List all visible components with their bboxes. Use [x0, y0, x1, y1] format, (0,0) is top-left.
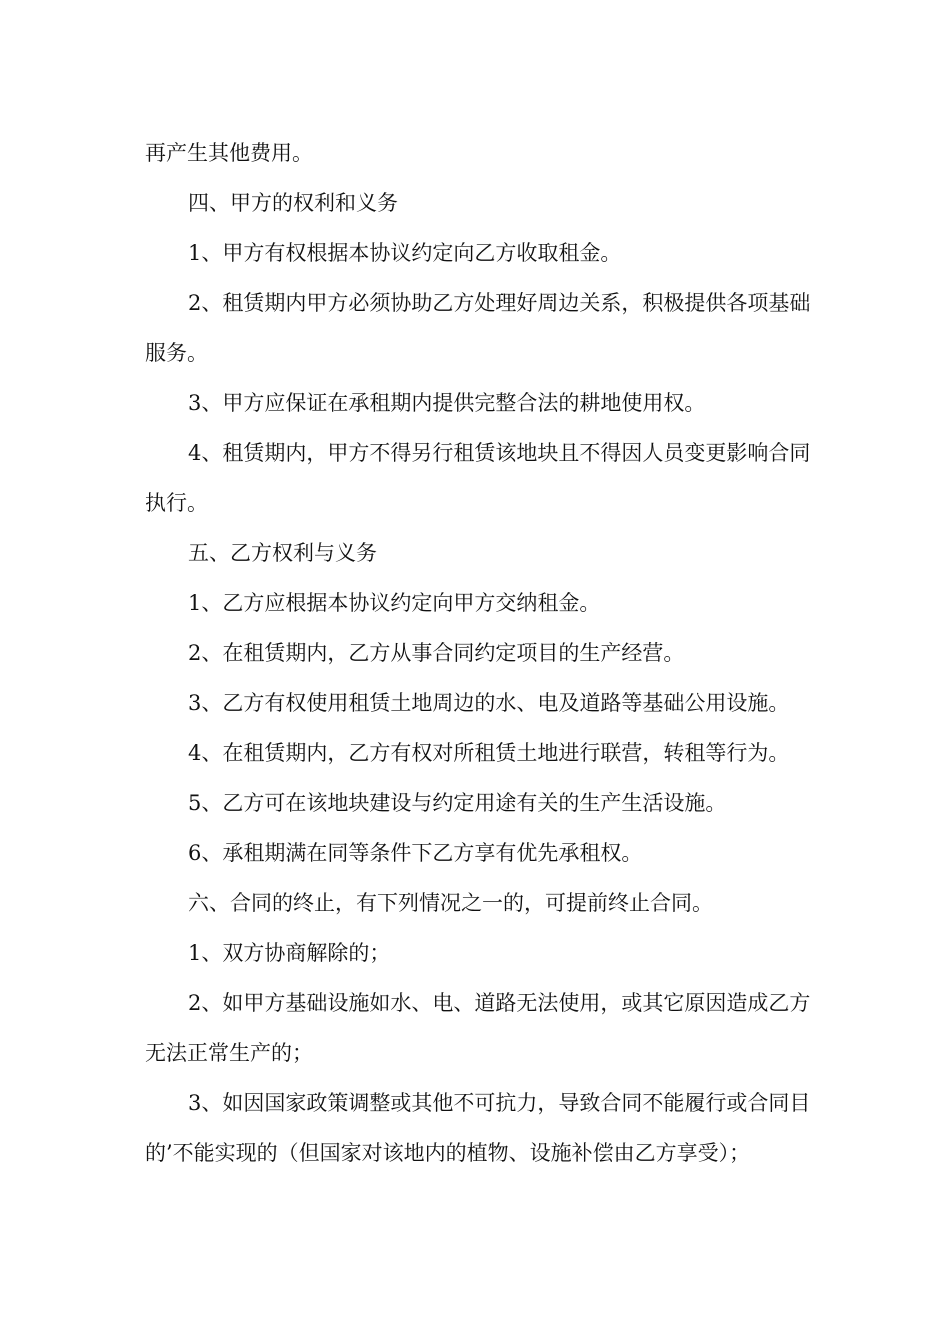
- document-body: [145, 128, 817, 1178]
- clause-b-2: 2、在租赁期内，乙方从事合同约定项目的生产经营。: [188, 641, 685, 665]
- clause-a-2: 2、租赁期内甲方必须协助乙方处理好周边关系，积极提供各项基础服务。: [145, 291, 811, 365]
- clause-a-1: 1、甲方有权根据本协议约定向乙方收取租金。: [188, 241, 622, 265]
- section-heading-party-b-rights: 五、乙方权利与义务: [188, 541, 377, 565]
- clause-a-3: 3、甲方应保证在承租期内提供完整合法的耕地使用权。: [188, 391, 706, 415]
- clause-a-4: 4、租赁期内，甲方不得另行租赁该地块且不得因人员变更影响合同执行。: [145, 441, 811, 515]
- clause-t-3: 3、如因国家政策调整或其他不可抗力，导致合同不能履行或合同目的’不能实现的（但国家对该地内的植物、设施补偿由乙方享受）；: [145, 1091, 811, 1165]
- clause-b-3: 3、乙方有权使用租赁土地周边的水、电及道路等基础公用设施。: [188, 691, 790, 715]
- section-heading-party-a-rights: 四、甲方的权利和义务: [188, 191, 398, 215]
- clause-b-6: 6、承租期满在同等条件下乙方享有优先承租权。: [188, 841, 643, 865]
- section-heading-termination: 六、合同的终止，有下列情况之一的，可提前终止合同。: [188, 891, 713, 915]
- clause-b-5: 5、乙方可在该地块建设与约定用途有关的生产生活设施。: [188, 791, 727, 815]
- clause-t-1: 1、双方协商解除的；: [188, 941, 391, 965]
- clause-t-2: 2、如甲方基础设施如水、电、道路无法使用，或其它原因造成乙方无法正常生产的；: [145, 991, 811, 1065]
- clause-b-1: 1、乙方应根据本协议约定向甲方交纳租金。: [188, 591, 601, 615]
- clause-b-4: 4、在租赁期内，乙方有权对所租赁土地进行联营，转租等行为。: [188, 741, 790, 765]
- paragraph-continuation: 再产生其他费用。: [145, 141, 313, 165]
